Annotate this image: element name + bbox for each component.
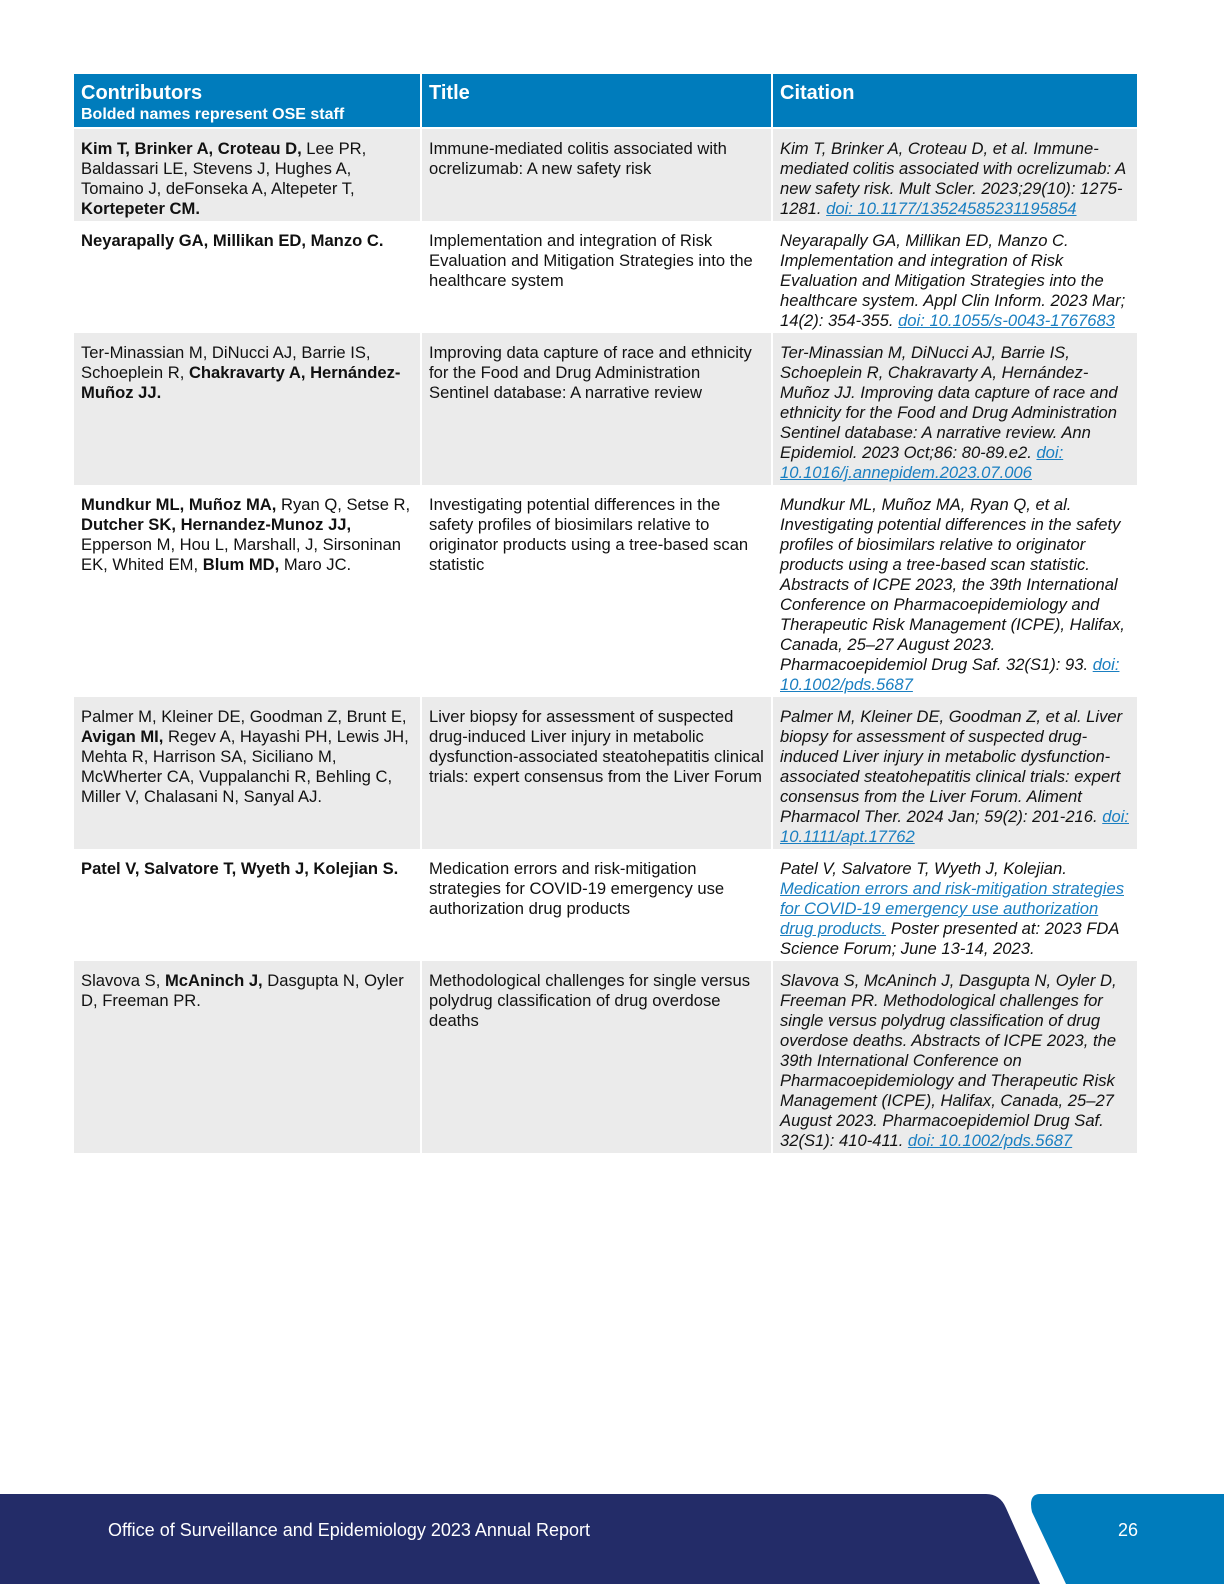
citation-cell [771,129,1137,221]
table-body [74,129,1137,1153]
contributors-cell [74,485,420,697]
citation-link[interactable]: doi: 10.1177/13524585231195854 [826,199,1077,218]
citation-cell [771,961,1137,1153]
header-contributors-note: Bolded names represent OSE staff [81,106,345,123]
citation-text: Slavova S, McAninch J, Dasgupta N, Oyler D, Freeman PR. Methodological challenges for single versus polydrug classification of drug overdose deaths. Abstracts of ICPE 2023, the 39th International Conference on Pharmacoepidemiology and Therapeutic Risk Management (ICPE), Halifax, Canada, 25–27 August 2023. Pharmacoepidemiol Drug Saf. 32(S1): 410-411. [780,971,1117,1150]
contributors-cell [74,129,420,221]
header-title [420,74,771,129]
ose-staff-names: Dutcher SK, Hernandez-Munoz JJ, [81,515,352,534]
title-cell: Investigating potential differences in the safety profiles of biosimilars relative to originator products using a tree-based scan statistic [420,485,771,697]
citation-cell [771,485,1137,697]
contributors-cell [74,221,420,333]
header-title-label: Title [429,82,470,104]
publications-table [74,74,1137,1153]
contributor-names: Ryan Q, Setse R, [276,495,411,514]
contributor-names: Maro JC. [279,555,352,574]
citation-text: Kim T, Brinker A, Croteau D, et al. Immune-mediated colitis associated with ocrelizumab: A new safety risk. Mult Scler. 2023;29(10): 1275-1281. [780,139,1126,218]
citation-link[interactable]: doi: 10.1055/s-0043-1767683 [898,311,1115,330]
ose-staff-names: Patel V, Salvatore T, Wyeth J, Kolejian S. [81,859,399,878]
contributors-cell [74,697,420,849]
contributor-names: Slavova S, [81,971,165,990]
ose-staff-names: Mundkur ML, Muñoz MA, [81,495,277,514]
table-row [74,485,1137,697]
contributors-cell [74,333,420,485]
contributor-names: Epperson M, Hou L, Marshall, J, Sirsoninan EK, Whited EM, [81,535,402,574]
contributor-names: Ter-Minassian M, DiNucci AJ, Barrie IS, Schoeplein R, [81,343,371,382]
citation-text: Palmer M, Kleiner DE, Goodman Z, et al. Liver biopsy for assessment of suspected drug-induced Liver injury in metabolic dysfunction-associated steatohepatitis clinical trials: expert consensus from the Liver Forum. Aliment Pharmacol Ther. 2024 Jan; 59(2): 201-216. [780,707,1123,826]
contributor-names: Regev A, Hayashi PH, Lewis JH, Mehta R, Harrison SA, Siciliano M, McWherter CA, Vuppalanchi R, Behling C, Miller V, Chalasani N, Sanyal AJ. [81,727,409,806]
ose-staff-names: Neyarapally GA, Millikan ED, Manzo C. [81,231,384,250]
table-header-row [74,74,1137,129]
title-cell: Medication errors and risk-mitigation strategies for COVID-19 emergency use authorization drug products [420,849,771,961]
ose-staff-names: Chakravarty A, Hernández-Muñoz JJ. [81,363,401,402]
header-contributors [74,74,420,129]
citation-cell [771,849,1137,961]
table-row [74,849,1137,961]
ose-staff-names: Kim T, Brinker A, Croteau D, [81,139,302,158]
ose-staff-names: Kortepeter CM. [81,199,200,218]
ose-staff-names: McAninch J, [164,971,263,990]
footer-report-title: Office of Surveillance and Epidemiology 2023 Annual Report [108,1520,590,1540]
table-row [74,221,1137,333]
citation-text: Ter-Minassian M, DiNucci AJ, Barrie IS, Schoeplein R, Chakravarty A, Hernández-Muñoz JJ. Improving data capture of race and ethnicity for the Food and Drug Administration Sentinel database: A narrative review. Ann Epidemiol. 2023 Oct;86: 80-89.e2. [780,343,1118,462]
table-row [74,961,1137,1153]
citation-link[interactable]: doi: 10.1016/j.annepidem.2023.07.006 [780,443,1064,482]
title-cell: Liver biopsy for assessment of suspected drug-induced Liver injury in metabolic dysfunction-associated steatohepatitis clinical trials: expert consensus from the Liver Forum [420,697,771,849]
citation-link[interactable]: doi: 10.1111/apt.17762 [780,807,1129,846]
citation-cell [771,221,1137,333]
citation-text-after: Poster presented at: 2023 FDA Science Forum; June 13-14, 2023. [780,919,1119,958]
contributor-names: Lee PR, Baldassari LE, Stevens J, Hughes A, Tomaino J, deFonseka A, Altepeter T, [81,139,367,198]
citation-text: Patel V, Salvatore T, Wyeth J, Kolejian. [780,859,1067,878]
citation-link[interactable]: Medication errors and risk-mitigation strategies for COVID-19 emergency use authorization drug products. [780,879,1124,938]
table-row [74,333,1137,485]
ose-staff-names: Avigan MI, [81,727,164,746]
header-contributors-label: Contributors [81,82,203,104]
contributors-cell [74,849,420,961]
header-citation-label: Citation [780,82,855,104]
table-row [74,697,1137,849]
table-row [74,129,1137,221]
contributor-names: Dasgupta N, Oyler D, Freeman PR. [81,971,404,1010]
citation-link[interactable]: doi: 10.1002/pds.5687 [907,1131,1073,1150]
title-cell: Improving data capture of race and ethnicity for the Food and Drug Administration Sentinel database: A narrative review [420,333,771,485]
page-number: 26 [1118,1520,1139,1540]
citation-text: Neyarapally GA, Millikan ED, Manzo C. Implementation and integration of Risk Evaluation and Mitigation Strategies into the healthcare system. Appl Clin Inform. 2023 Mar; 14(2): 354-355. [780,231,1126,330]
title-cell: Implementation and integration of Risk Evaluation and Mitigation Strategies into the healthcare system [420,221,771,333]
header-citation [771,74,1137,129]
citation-link[interactable]: doi: 10.1002/pds.5687 [780,655,1120,694]
title-cell: Methodological challenges for single versus polydrug classification of drug overdose deaths [420,961,771,1153]
contributors-cell [74,961,420,1153]
citation-cell [771,333,1137,485]
contributor-names: Palmer M, Kleiner DE, Goodman Z, Brunt E, [81,707,407,726]
citation-text: Mundkur ML, Muñoz MA, Ryan Q, et al. Investigating potential differences in the safety profiles of biosimilars relative to originator products using a tree-based scan statistic. Abstracts of ICPE 2023, the 39th International Conference on Pharmacoepidemiology and Therapeutic Risk Management (ICPE), Halifax, Canada, 25–27 August 2023. Pharmacoepidemiol Drug Saf. 32(S1): 93. [780,495,1125,674]
ose-staff-names: Blum MD, [202,555,280,574]
citation-cell [771,697,1137,849]
title-cell: Immune-mediated colitis associated with ocrelizumab: A new safety risk [420,129,771,221]
